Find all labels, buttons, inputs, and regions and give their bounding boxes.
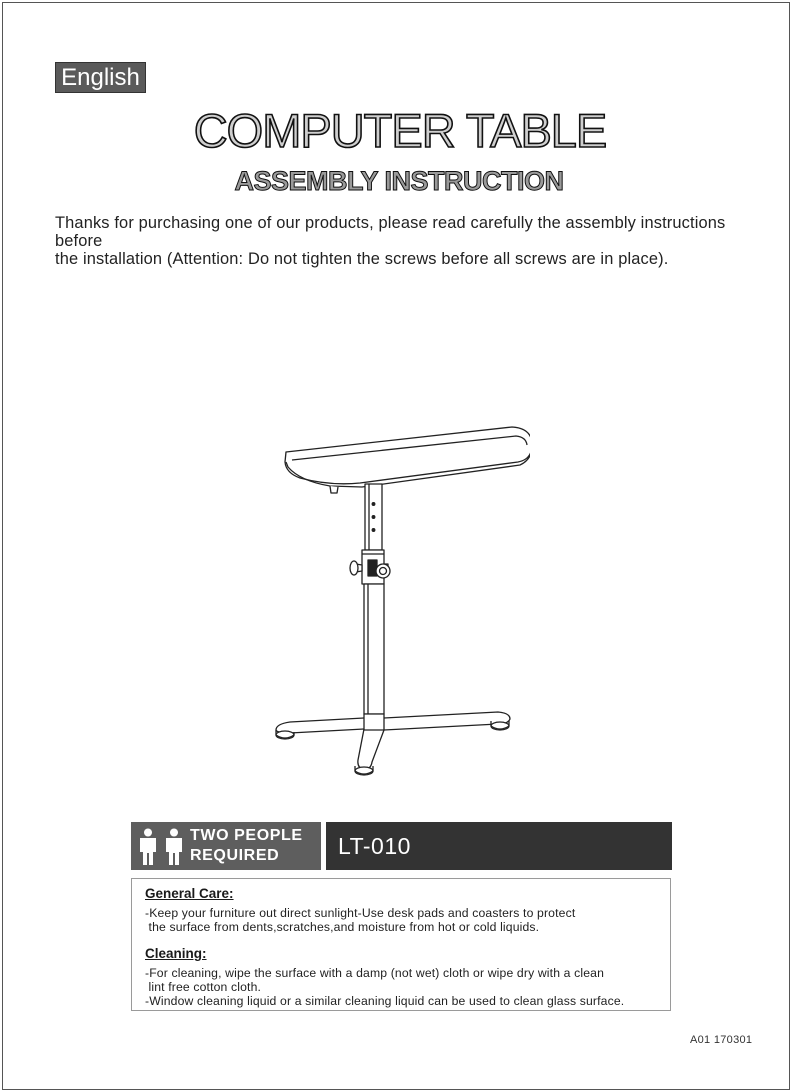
document-code: A01 170301 xyxy=(690,1034,753,1046)
intro-text xyxy=(55,214,775,268)
care-line: -For cleaning, wipe the surface with a damp (not wet) cloth or wipe dry with a clean xyxy=(145,966,605,980)
person-icon xyxy=(163,828,185,866)
care-line: -Window cleaning liquid or a similar cleaning liquid can be used to clean glass surface. xyxy=(145,994,625,1008)
page-title: COMPUTER TABLE xyxy=(193,104,607,157)
care-instructions-box xyxy=(131,878,671,1011)
general-care-heading: General Care: xyxy=(145,886,234,901)
page-subtitle: ASSEMBLY INSTRUCTION xyxy=(234,166,564,196)
people-required-line2: REQUIRED xyxy=(190,847,280,864)
model-bar xyxy=(326,822,672,870)
model-code: LT-010 xyxy=(338,833,411,859)
care-line: -Keep your furniture out direct sunlight-Use desk pads and coasters to protect xyxy=(145,906,576,920)
language-label: English xyxy=(55,62,146,93)
two-persons-icon xyxy=(137,828,159,866)
care-line: lint free cotton cloth. xyxy=(145,980,262,994)
people-required-line1: TWO PEOPLE xyxy=(190,827,303,844)
care-line: the surface from dents,scratches,and moisture from hot or cold liquids. xyxy=(145,920,540,934)
two-people-required-badge xyxy=(131,822,321,870)
cleaning-heading: Cleaning: xyxy=(145,946,207,961)
computer-table-illustration xyxy=(270,420,530,785)
people-required-text xyxy=(190,826,303,866)
intro-line: Thanks for purchasing one of our products, please read carefully the assembly instructions before xyxy=(55,214,726,250)
intro-line: the installation (Attention: Do not tighten the screws before all screws are in place). xyxy=(55,250,669,268)
